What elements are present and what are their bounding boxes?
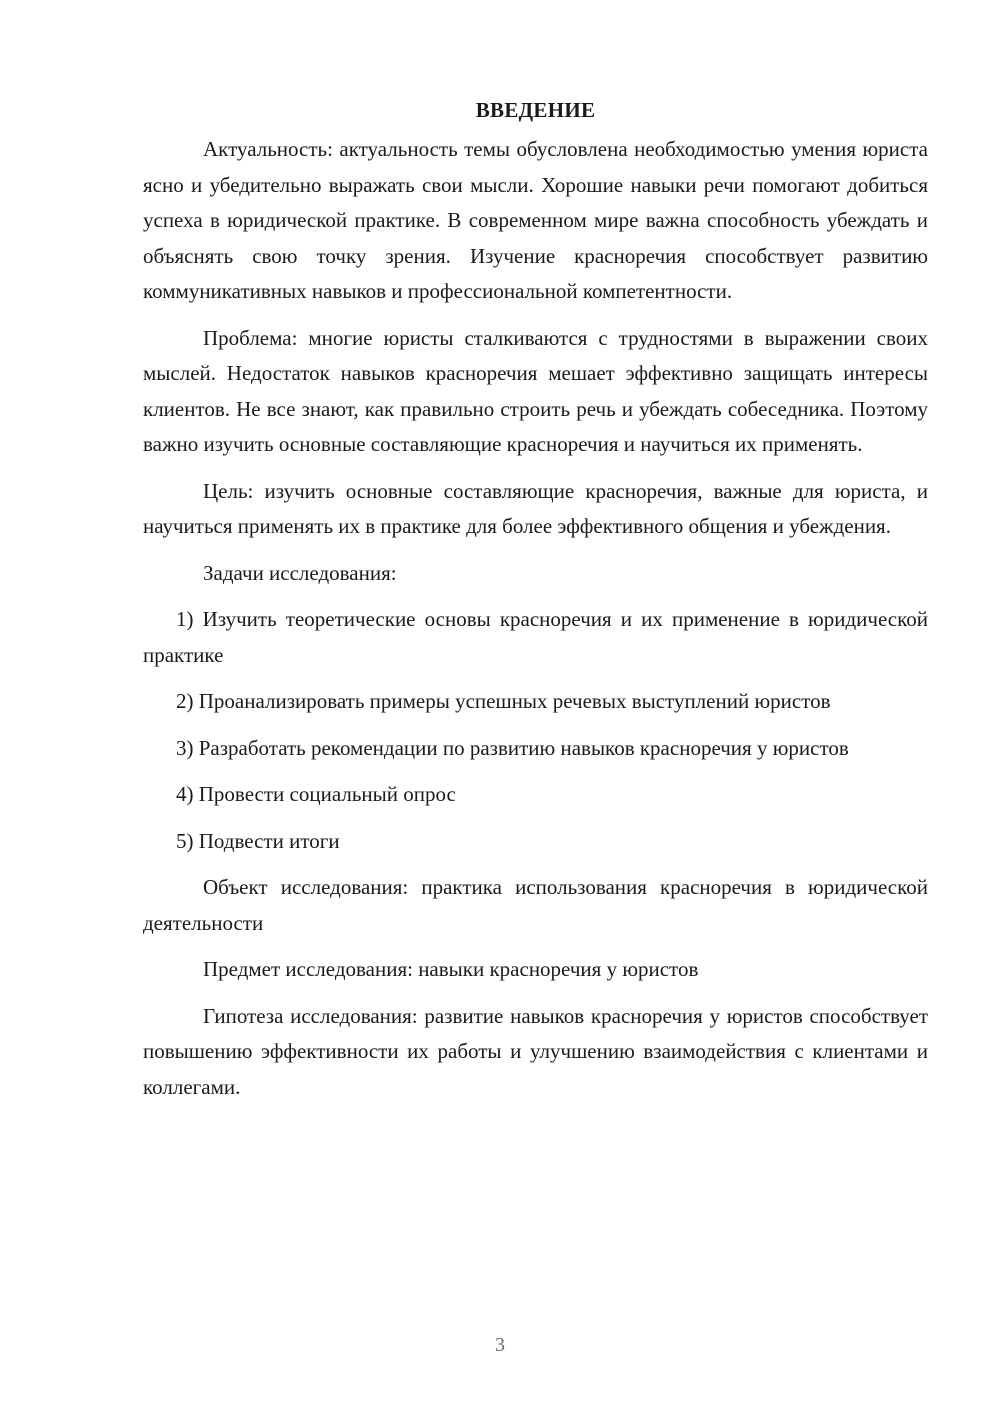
paragraph-tasks-intro: Задачи исследования: <box>203 560 397 585</box>
document-page <box>143 88 928 1105</box>
list-item-task-4: 4) Провести социальный опрос <box>176 782 456 806</box>
paragraph-subject: Предмет исследования: навыки красноречия у юристов <box>203 957 699 981</box>
paragraph-relevance: Актуальность: актуальность темы обусловлена необходимостью умения юриста ясно и убедительно выражать свои мысли. Хорошие навыки речи помогают добиться успеха в юридической практике. В современном мире важна способность убеждать и объяснять свою точку зрения. Изучение красноречия способствует развитию коммуникативных навыков и профессиональной компетентности. <box>143 137 928 303</box>
list-item-task-2: 2) Проанализировать примеры успешных речевых выступлений юристов <box>176 689 831 713</box>
paragraph-hypothesis: Гипотеза исследования: развитие навыков красноречия у юристов способствует повышению эффективности их работы и улучшению взаимодействия с клиентами и коллегами. <box>143 1003 928 1099</box>
paragraph-goal: Цель: изучить основные составляющие красноречия, важные для юриста, и научиться применять их в практике для более эффективного общения и убеждения. <box>143 478 928 538</box>
paragraph-object: Объект исследования: практика использования красноречия в юридической деятельности <box>143 875 928 935</box>
paragraph-problem: Проблема: многие юристы сталкиваются с трудностями в выражении своих мыслей. Недостаток навыков красноречия мешает эффективно защищать интересы клиентов. Не все знают, как правильно строить речь и убеждать собеседника. Поэтому важно изучить основные составляющие красноречия и научиться их применять. <box>143 325 928 456</box>
list-item-task-3: 3) Разработать рекомендации по развитию навыков красноречия у юристов <box>176 735 849 760</box>
list-item-task-5: 5) Подвести итоги <box>176 828 340 853</box>
page-number: 3 <box>495 1334 505 1356</box>
page-title: ВВЕДЕНИЕ <box>475 98 596 122</box>
list-item-task-1: 1) Изучить теоретические основы красноречия и их применение в юридической практике <box>143 607 928 667</box>
